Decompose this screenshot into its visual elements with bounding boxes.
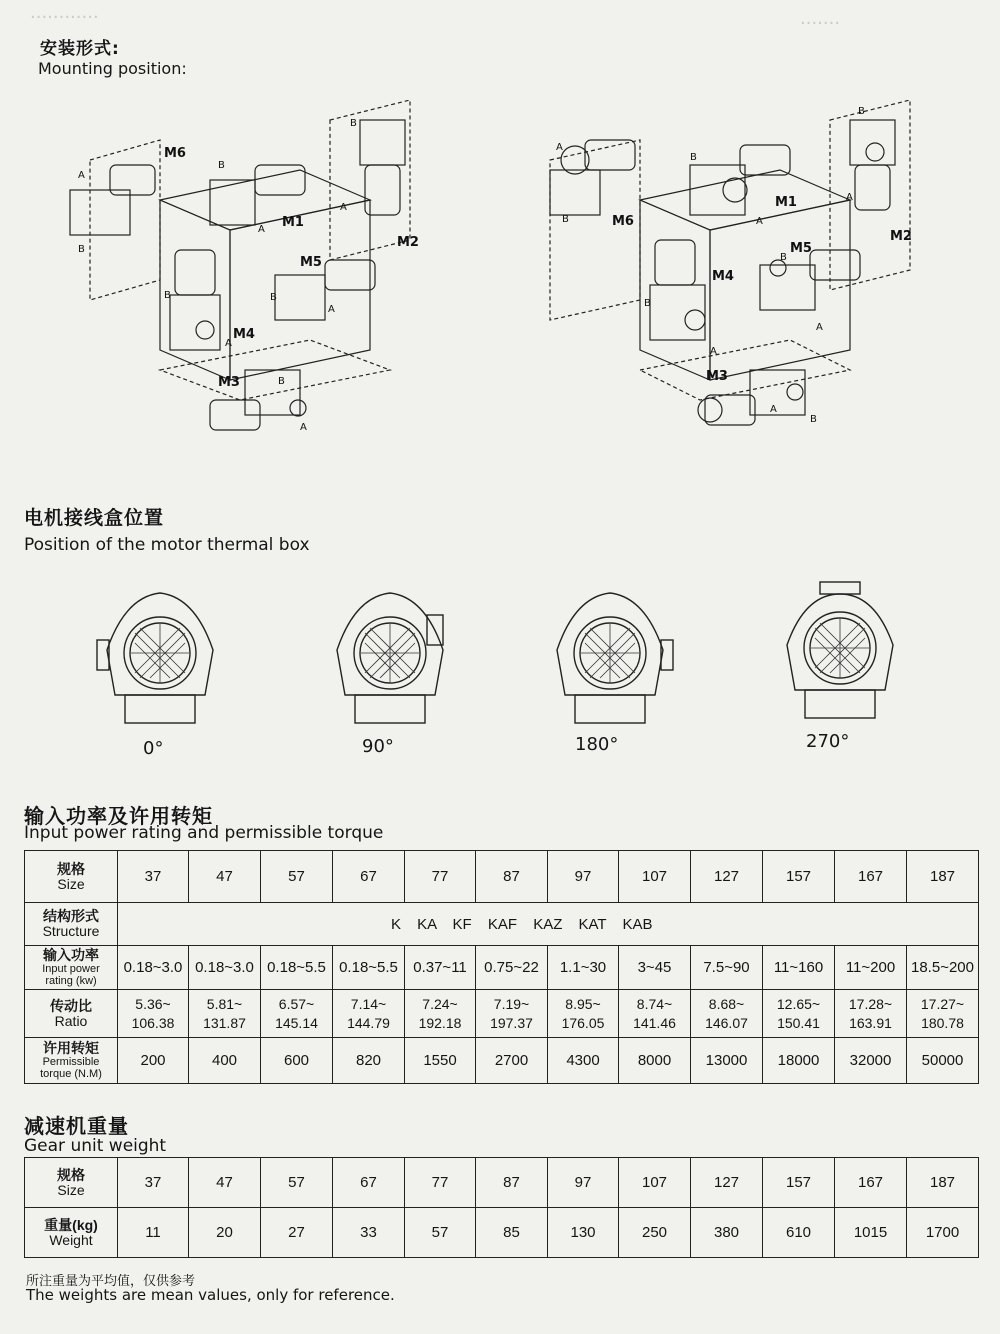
- ratio-cell: 12.65~ 150.41: [763, 990, 835, 1038]
- weight-cell: 1700: [907, 1208, 979, 1258]
- weight-cell: 610: [763, 1208, 835, 1258]
- position-label-m6: M6: [612, 214, 634, 229]
- svg-text:B: B: [218, 160, 225, 171]
- thermal-box-180: [545, 585, 675, 730]
- position-label-m1: M1: [282, 215, 304, 230]
- input-cell: 18.5~200: [907, 946, 979, 990]
- thermal-title-en: Position of the motor thermal box: [24, 535, 310, 555]
- structure-header: 结构形式 Structure: [25, 903, 118, 946]
- torque-cell: 4300: [548, 1038, 619, 1084]
- torque-cell: 820: [333, 1038, 405, 1084]
- size-cell: 157: [763, 1158, 835, 1208]
- svg-text:A: A: [816, 322, 823, 333]
- size-cell: 57: [261, 851, 333, 903]
- ratio-cell: 7.19~ 197.37: [476, 990, 548, 1038]
- power-title-en: Input power rating and permissible torque: [24, 823, 384, 843]
- svg-text:B: B: [350, 118, 357, 129]
- ghost-text: ............: [30, 2, 99, 23]
- weight-cell: 57: [405, 1208, 476, 1258]
- mounting-diagram-left: [60, 100, 500, 480]
- input-cell: 0.75~22: [476, 946, 548, 990]
- svg-text:B: B: [810, 414, 817, 425]
- weight-cell: 380: [691, 1208, 763, 1258]
- structure-cell: K KA KF KAF KAZ KAT KAB: [118, 903, 979, 946]
- position-label-m5: M5: [300, 255, 322, 270]
- torque-cell: 2700: [476, 1038, 548, 1084]
- ratio-header: 传动比 Ratio: [25, 990, 118, 1038]
- weight-cell: 1015: [835, 1208, 907, 1258]
- weight-cell: 85: [476, 1208, 548, 1258]
- weight-table: [24, 1157, 979, 1258]
- svg-text:B: B: [780, 252, 787, 263]
- thermal-angle-180: 180°: [575, 734, 619, 755]
- position-label-m2: M2: [890, 229, 912, 244]
- input-cell: 0.37~11: [405, 946, 476, 990]
- input-cell: 3~45: [619, 946, 691, 990]
- svg-text:A: A: [770, 404, 777, 415]
- svg-text:B: B: [164, 290, 171, 301]
- mounting-title-en: Mounting position:: [38, 59, 187, 78]
- weight-note-cn: 所注重量为平均值，仅供参考: [26, 1274, 196, 1289]
- size-cell: 167: [835, 851, 907, 903]
- torque-cell: 200: [118, 1038, 189, 1084]
- size-cell: 97: [548, 1158, 619, 1208]
- ghost-text: .......: [800, 8, 841, 29]
- position-label-m2: M2: [397, 235, 419, 250]
- torque-cell: 400: [189, 1038, 261, 1084]
- weight-header: 重量(kg) Weight: [25, 1208, 118, 1258]
- position-label-m5: M5: [790, 241, 812, 256]
- position-label-m4: M4: [233, 327, 255, 342]
- ratio-cell: 8.74~ 141.46: [619, 990, 691, 1038]
- size-cell: 37: [118, 851, 189, 903]
- ratio-cell: 5.81~ 131.87: [189, 990, 261, 1038]
- power-title-cn: 输入功率及许用转矩: [24, 804, 213, 828]
- svg-text:B: B: [278, 376, 285, 387]
- power-torque-row: [25, 1038, 979, 1084]
- size-cell: 127: [691, 851, 763, 903]
- size-cell: 67: [333, 851, 405, 903]
- weight-note-en: The weights are mean values, only for reference.: [26, 1286, 395, 1304]
- input-cell: 0.18~3.0: [189, 946, 261, 990]
- thermal-angle-90: 90°: [362, 736, 394, 757]
- input-cell: 11~200: [835, 946, 907, 990]
- position-label-m3: M3: [218, 375, 240, 390]
- weight-value-row: [25, 1208, 979, 1258]
- weight-cell: 250: [619, 1208, 691, 1258]
- thermal-title-cn: 电机接线盒位置: [24, 507, 165, 529]
- size-cell: 77: [405, 851, 476, 903]
- position-label-m6: M6: [164, 146, 186, 161]
- torque-header: 许用转矩 Permissible torque (N.M): [25, 1038, 118, 1084]
- power-table: [24, 850, 979, 1084]
- input-cell: 1.1~30: [548, 946, 619, 990]
- weight-cell: 130: [548, 1208, 619, 1258]
- svg-text:A: A: [710, 346, 717, 357]
- weight-title-cn: 减速机重量: [24, 1114, 129, 1138]
- position-label-m4: M4: [712, 269, 734, 284]
- svg-text:A: A: [258, 224, 265, 235]
- svg-text:A: A: [225, 338, 232, 349]
- torque-cell: 50000: [907, 1038, 979, 1084]
- weight-cell: 11: [118, 1208, 189, 1258]
- ratio-cell: 17.28~ 163.91: [835, 990, 907, 1038]
- size-cell: 87: [476, 1158, 548, 1208]
- power-input-row: [25, 946, 979, 990]
- size-cell: 87: [476, 851, 548, 903]
- torque-cell: 1550: [405, 1038, 476, 1084]
- svg-text:B: B: [270, 292, 277, 303]
- input-cell: 0.18~3.0: [118, 946, 189, 990]
- weight-size-row: [25, 1158, 979, 1208]
- size-cell: 47: [189, 1158, 261, 1208]
- torque-cell: 18000: [763, 1038, 835, 1084]
- weight-cell: 20: [189, 1208, 261, 1258]
- size-cell: 57: [261, 1158, 333, 1208]
- size-header: 规格 Size: [25, 1158, 118, 1208]
- thermal-box-270: [775, 580, 905, 725]
- size-cell: 77: [405, 1158, 476, 1208]
- thermal-box-0: [95, 585, 225, 730]
- ratio-cell: 8.95~ 176.05: [548, 990, 619, 1038]
- power-size-row: [25, 851, 979, 903]
- svg-text:B: B: [562, 214, 569, 225]
- size-cell: 107: [619, 851, 691, 903]
- input-cell: 7.5~90: [691, 946, 763, 990]
- size-header: 规格 Size: [25, 851, 118, 903]
- mounting-title-cn: 安装形式:: [40, 39, 120, 59]
- svg-text:A: A: [756, 216, 763, 227]
- size-cell: 107: [619, 1158, 691, 1208]
- svg-text:B: B: [78, 244, 85, 255]
- input-cell: 0.18~5.5: [333, 946, 405, 990]
- position-label-m1: M1: [775, 195, 797, 210]
- size-cell: 127: [691, 1158, 763, 1208]
- weight-cell: 33: [333, 1208, 405, 1258]
- torque-cell: 600: [261, 1038, 333, 1084]
- ratio-cell: 7.14~ 144.79: [333, 990, 405, 1038]
- size-cell: 67: [333, 1158, 405, 1208]
- weight-cell: 27: [261, 1208, 333, 1258]
- svg-text:A: A: [556, 142, 563, 153]
- ratio-cell: 5.36~ 106.38: [118, 990, 189, 1038]
- size-cell: 157: [763, 851, 835, 903]
- torque-cell: 8000: [619, 1038, 691, 1084]
- input-header: 输入功率 Input power rating (kw): [25, 946, 118, 990]
- mounting-diagram-right: [540, 100, 940, 480]
- size-cell: 47: [189, 851, 261, 903]
- svg-text:A: A: [300, 422, 307, 433]
- torque-cell: 13000: [691, 1038, 763, 1084]
- ratio-cell: 8.68~ 146.07: [691, 990, 763, 1038]
- input-cell: 0.18~5.5: [261, 946, 333, 990]
- ratio-cell: 17.27~ 180.78: [907, 990, 979, 1038]
- svg-text:B: B: [644, 298, 651, 309]
- size-cell: 37: [118, 1158, 189, 1208]
- svg-text:A: A: [328, 304, 335, 315]
- thermal-angle-270: 270°: [806, 731, 850, 752]
- thermal-angle-0: 0°: [143, 738, 164, 759]
- size-cell: 167: [835, 1158, 907, 1208]
- size-cell: 187: [907, 1158, 979, 1208]
- torque-cell: 32000: [835, 1038, 907, 1084]
- weight-title-en: Gear unit weight: [24, 1136, 167, 1156]
- svg-text:A: A: [846, 192, 853, 203]
- position-label-m3: M3: [706, 369, 728, 384]
- power-ratio-row: [25, 990, 979, 1038]
- ratio-cell: 7.24~ 192.18: [405, 990, 476, 1038]
- thermal-box-90: [325, 585, 455, 730]
- power-structure-row: [25, 903, 979, 946]
- size-cell: 187: [907, 851, 979, 903]
- size-cell: 97: [548, 851, 619, 903]
- svg-text:B: B: [690, 152, 697, 163]
- svg-text:A: A: [340, 202, 347, 213]
- ratio-cell: 6.57~ 145.14: [261, 990, 333, 1038]
- svg-text:A: A: [78, 170, 85, 181]
- input-cell: 11~160: [763, 946, 835, 990]
- svg-text:B: B: [858, 106, 865, 117]
